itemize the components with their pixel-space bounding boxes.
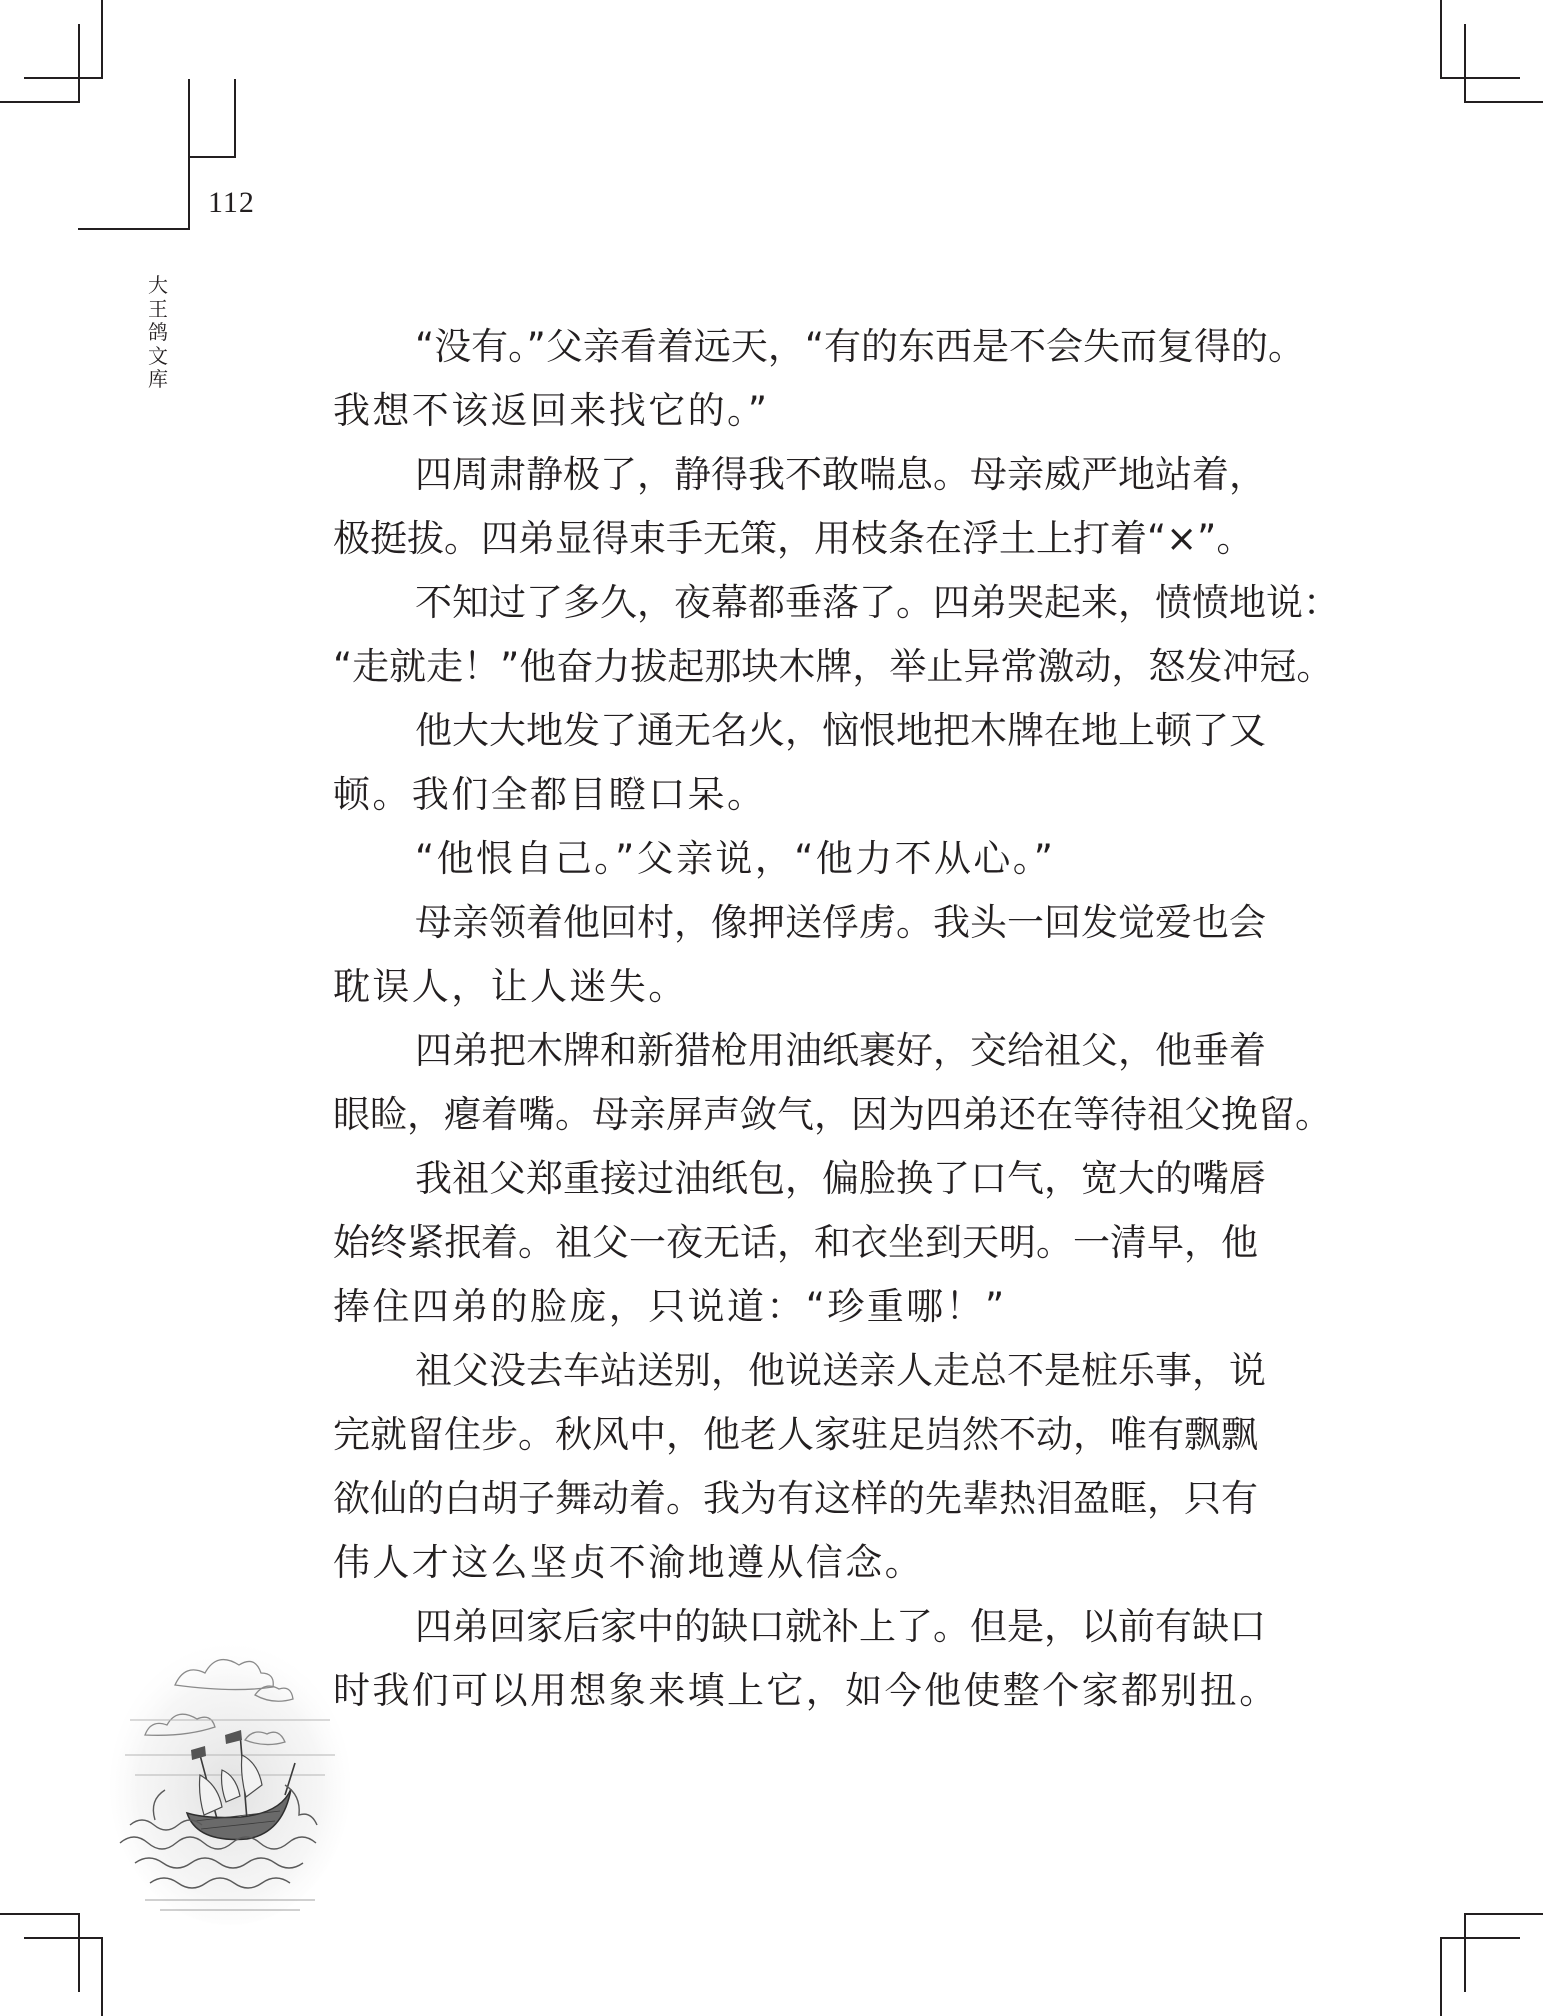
series-title-char: 库 [148,367,168,391]
text-line: 完就留住步。秋风中，他老人家驻足岿然不动，唯有飘飘 [333,1413,1258,1456]
crop-mark-top-right-inner-v [1464,24,1466,103]
crop-mark-top-right-outer-v [1440,0,1442,79]
header-rule-v-left [188,79,190,230]
crop-mark-bottom-right-outer-h [1464,1913,1543,1915]
body-text [333,324,1340,1732]
crop-mark-bottom-left-outer-v [78,1913,80,1992]
text-line: 顿。我们全都目瞪口呆。 [333,773,767,816]
series-title-char: 鸽 [148,320,168,344]
crop-mark-top-right-inner-h [1464,101,1543,103]
crop-mark-top-left-inner-h [0,101,80,103]
text-line: 不知过了多久，夜幕都垂落了。四弟哭起来，愤愤地说： [415,581,1340,624]
ship-illustration [105,1625,355,1930]
text-line: 四周肃静极了，静得我不敢喘息。母亲威严地站着， [415,453,1266,496]
text-line: 欲仙的白胡子舞动着。我为有这样的先辈热泪盈眶，只有 [333,1477,1258,1520]
text-line: 始终紧抿着。祖父一夜无话，和衣坐到天明。一清早，他 [333,1221,1258,1264]
text-line: 我祖父郑重接过油纸包，偏脸换了口气，宽大的嘴唇 [415,1157,1266,1200]
text-line: 耽误人，让人迷失。 [333,965,688,1008]
text-line: “他恨自己。”父亲说，“他力不从心。” [415,837,1056,880]
text-line: “走就走！”他奋力拔起那块木牌，举止异常激动，怒发冲冠。 [333,645,1334,688]
text-line: 祖父没去车站送别，他说送亲人走总不是桩乐事，说 [415,1349,1266,1392]
crop-mark-bottom-right-inner-h [1440,1937,1520,1939]
text-line: 眼睑，瘪着嘴。母亲屏声敛气，因为四弟还在等待祖父挽留。 [333,1093,1332,1136]
text-line: 时我们可以用想象来填上它，如今他使整个家都别扭。 [333,1669,1279,1712]
header-rule-v-right [234,79,236,158]
series-title-char: 王 [148,296,168,321]
series-title-char: 大 [148,273,168,297]
ship-on-waves-icon [105,1625,355,1930]
crop-mark-bottom-right-outer-v [1464,1913,1466,1992]
text-line: 四弟把木牌和新猎枪用油纸裹好，交给祖父，他垂着 [415,1029,1266,1072]
crop-mark-bottom-right-inner-v [1440,1937,1442,2016]
header-rule-h-bottom [78,228,190,230]
text-line: 伟人才这么坚贞不渝地遵从信念。 [333,1541,924,1584]
text-line: 捧住四弟的脸庞，只说道：“珍重哪！” [333,1285,1007,1328]
text-line: 他大大地发了通无名火，恼恨地把木牌在地上顿了又 [415,709,1266,752]
series-title-char: 文 [148,343,168,368]
crop-mark-top-left-outer-v [101,0,103,79]
text-line: 母亲领着他回村，像押送俘虏。我头一回发觉爱也会 [415,901,1266,944]
crop-mark-top-right-outer-h [1440,77,1520,79]
text-line: 我想不该返回来找它的。” [333,389,770,432]
crop-mark-top-left-outer-h [24,77,103,79]
crop-mark-top-left-inner-v [78,24,80,103]
page-number: 112 [208,186,255,219]
header-rule-h-mid [188,156,236,158]
text-line: 四弟回家后家中的缺口就补上了。但是，以前有缺口 [415,1605,1266,1648]
text-line: 极挺拔。四弟显得束手无策，用枝条在浮土上打着“×”。 [333,517,1254,560]
crop-mark-bottom-left-inner-v [101,1937,103,2016]
crop-mark-bottom-left-outer-h [0,1913,80,1915]
crop-mark-bottom-left-inner-h [24,1937,103,1939]
series-title-vertical [146,274,170,392]
text-line: “没有。”父亲看着远天，“有的东西是不会失而复得的。 [415,325,1306,368]
